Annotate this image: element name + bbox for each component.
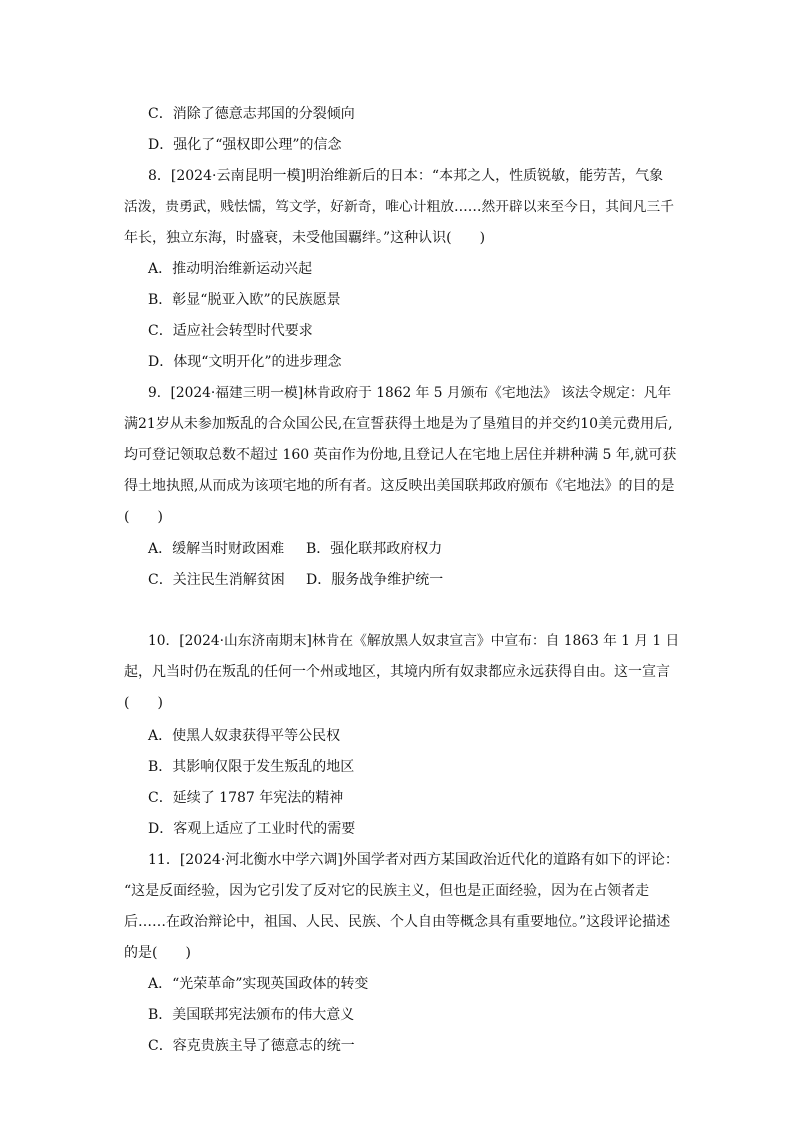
q9-stem-line5: ( )	[124, 509, 163, 525]
q9-option-a: A．缓解当时财政困难	[148, 541, 285, 557]
q10-stem-line2: 起，凡当时仍在叛乱的任何一个州或地区，其境内所有奴隶都应永远获得自由。这一宣言	[124, 664, 670, 680]
q8-stem-line3: 年长，独立东海，时盛衰，未受他国覊绊。”这种认识( )	[124, 230, 486, 246]
q7-option-d: D．强化了“强权即公理”的信念	[148, 137, 342, 153]
q7-option-c: C．消除了德意志邦国的分裂倾向	[148, 106, 355, 122]
q11-stem-line3: 后……在政治辩论中，祖国、人民、民族、个人自由等概念具有重要地位。”这段评论描述	[124, 914, 671, 930]
q9-stem-line1: 9．[2024·福建三明一模]林肯政府于 1862 年 5 月颁布《宅地法》 该法令规定：凡年	[148, 385, 672, 401]
q10-option-d: D．客观上适应了工业时代的需要	[148, 821, 356, 837]
q10-stem-line3: ( )	[124, 695, 163, 711]
q10-stem-line1: 10．[2024·山东济南期末]林肯在《解放黑人奴隶宣言》中宣布：自 1863 年 1 月 1 日	[148, 633, 680, 649]
q10-option-c: C．延续了 1787 年宪法的精神	[148, 790, 344, 806]
q11-stem-line4: 的是( )	[124, 945, 191, 961]
q10-option-a: A．使黑人奴隶获得平等公民权	[148, 728, 341, 744]
q8-option-a: A．推动明治维新运动兴起	[148, 261, 313, 277]
q8-option-c: C．适应社会转型时代要求	[148, 323, 313, 339]
q8-option-d: D．体现“文明开化”的进步理念	[148, 354, 342, 370]
q8-stem-line1: 8．[2024·云南昆明一模]明治维新后的日本：“本邦之人，性质锐敏，能劳苦，气象	[148, 168, 664, 184]
q10-option-b: B．其影响仅限于发生叛乱的地区	[148, 759, 355, 775]
q11-option-b: B．美国联邦宪法颁布的伟大意义	[148, 1007, 355, 1023]
q8-option-b: B．彰显“脱亚入欧”的民族愿景	[148, 292, 341, 308]
q9-stem-line4: 得土地执照,从而成为该项宅地的所有者。这反映出美国联邦政府颁布《宅地法》的目的是	[124, 478, 675, 494]
q9-stem-line2: 满21岁从未参加叛乱的合众国公民,在宣誓获得土地是为了垦殖目的并交约10美元费用后,	[124, 416, 673, 432]
q11-option-c: C．容克贵族主导了德意志的统一	[148, 1038, 355, 1054]
q9-option-c: C．关注民生消解贫困	[148, 572, 285, 588]
q9-option-b: B．强化联邦政府权力	[306, 541, 443, 557]
q8-stem-line2: 活泼，贵勇武，贱怯懦，笃文学，好新奇，唯心计粗放……然开辟以来至今日，其间凡三千	[124, 199, 675, 215]
q9-option-d: D．服务战争维护统一	[306, 572, 444, 588]
q11-stem-line1: 11．[2024·河北衡水中学六调]外国学者对西方某国政治近代化的道路有如下的评论：	[148, 852, 679, 868]
q11-stem-line2: “这是反面经验，因为它引发了反对它的民族主义，但也是正面经验，因为在占领者走	[124, 883, 650, 899]
q9-stem-line3: 均可登记领取总数不超过 160 英亩作为份地,且登记人在宅地上居住并耕种满 5 年,就可获	[124, 447, 677, 463]
q11-option-a: A．“光荣革命”实现英国政体的转变	[148, 976, 369, 992]
